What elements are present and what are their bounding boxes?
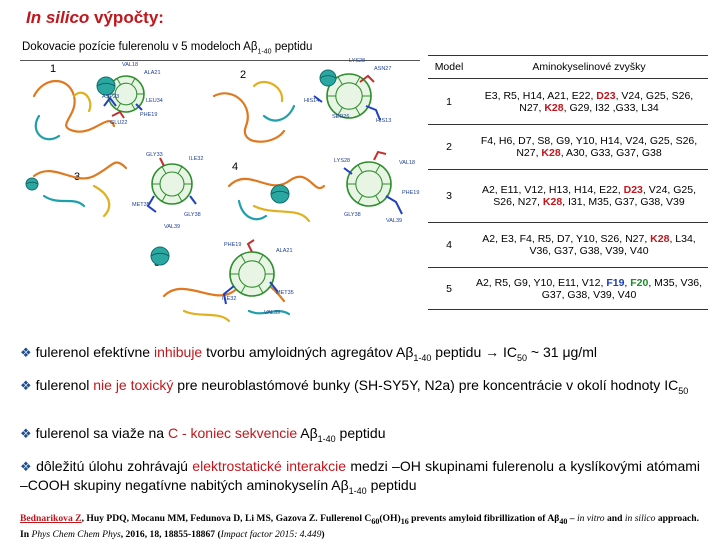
residue-text: , I31, M35, G37, G38, V39 [562, 196, 685, 208]
ref-sub40: 40 [559, 516, 568, 526]
header-residues: Aminokyselinové zvyšky [470, 56, 708, 79]
key-residue: D23 [596, 89, 616, 102]
ref-sub60: 60 [371, 516, 380, 526]
b1-text-d: ~ 31 μg/ml [527, 344, 597, 360]
ref-sub16: 16 [400, 516, 409, 526]
residue-label: GLY38 [344, 212, 361, 218]
header-model: Model [428, 56, 470, 79]
residue-label: VAL18 [122, 62, 139, 68]
residue-label: VAL18 [399, 160, 416, 166]
key-residue: K28 [544, 101, 564, 114]
bullet-diamond-icon: ❖ [20, 378, 32, 393]
table-row [428, 125, 708, 170]
peptide-chain [264, 106, 294, 121]
bullet-diamond-icon: ❖ [20, 426, 32, 441]
key-residue: K28 [650, 233, 670, 245]
residue-label: PHE19 [140, 112, 158, 118]
b3-sub: 1-40 [317, 433, 336, 444]
residue-label: GLY38 [184, 212, 201, 218]
table-row [428, 170, 708, 223]
key-residue: F20 [630, 276, 649, 289]
residue-text: E3, R5, H14, A21, E22, [484, 89, 597, 102]
model-number: 2 [428, 125, 470, 170]
residue-label: VAL39 [264, 310, 281, 316]
residue-list [470, 125, 708, 170]
residue-label: VAL39 [386, 218, 403, 224]
b3-text-b: Aβ [297, 425, 318, 441]
panel-number: 3 [74, 171, 81, 183]
fullerenol-ball [26, 178, 38, 190]
residue-text: , V24, G25, S26, N27, [519, 89, 694, 114]
residue-label: HIS14 [304, 98, 320, 104]
peptide-chain [214, 93, 284, 141]
residue-text: , M35, V36, G37, G38, V39, V40 [541, 276, 703, 301]
peptide-chain [254, 82, 282, 101]
b1-sub2: 50 [517, 352, 528, 363]
residue-label: LYS28 [334, 158, 351, 164]
ref-journal: Phys Chem Chem Phys [31, 528, 121, 540]
caption-sub: 1-40 [257, 48, 272, 56]
residue-label: PHE19 [224, 242, 242, 248]
residue-text: , A30, G33, G37, G38 [560, 147, 662, 159]
residue-label: ASN27 [374, 66, 392, 72]
b1-sub: 1-40 [413, 352, 432, 363]
docking-figure [14, 56, 424, 324]
ref-invitro: in vitro [576, 513, 605, 524]
b2-sub: 50 [678, 385, 689, 396]
b1-text-c: peptidu → IC [431, 344, 518, 360]
fullerenol-ball [320, 70, 336, 86]
ref-insilico: in silico [624, 513, 656, 524]
peptide-chain [184, 311, 229, 321]
residue-list [470, 79, 708, 125]
ref-part8: ) [321, 528, 325, 540]
residue-label: GLY33 [146, 152, 163, 158]
residue-label: MET35 [276, 290, 294, 296]
bullet-inhibition [20, 343, 710, 368]
fullerenol-ball [271, 185, 289, 203]
residue-label: ALA21 [276, 248, 293, 254]
residue-label: LYS28 [349, 58, 366, 64]
residue-table [428, 55, 708, 310]
key-residue: F19 [606, 276, 625, 289]
b4-text-c: peptidu [366, 477, 417, 493]
side-chain [374, 152, 386, 160]
b3-text-a: fulerenol sa viaže na [35, 425, 168, 441]
bullet-interactions [20, 457, 700, 501]
bullet-toxicity [20, 376, 710, 401]
residue-text: , [624, 276, 631, 289]
residue-label: ILE32 [222, 296, 237, 302]
peptide-chain [74, 93, 90, 111]
ref-part2: (OH) [379, 513, 401, 524]
residue-list [470, 223, 708, 268]
key-residue: K28 [542, 196, 563, 208]
b4-text-a: dôležitú úlohu zohrávajú [36, 458, 193, 474]
peptide-chain [44, 196, 84, 206]
table-row [428, 268, 708, 310]
slide-title [26, 8, 164, 28]
ref-part7: , 2016, 18, 18855-18867 ( [120, 528, 221, 540]
residue-text: A2, E11, V12, H13, H14, E22, [481, 184, 624, 196]
reference-citation [20, 512, 710, 541]
b2-text-b: pre neuroblastómové bunky (SH-SY5Y, N2a) pre koncentrácie v okolí hodnoty IC [173, 377, 679, 393]
residue-label: VAL39 [164, 224, 181, 230]
side-chain [248, 240, 254, 252]
model-number: 4 [428, 223, 470, 268]
residue-text: A2, E3, F4, R5, D7, Y10, S26, N27, [482, 233, 651, 245]
ref-part4: – [567, 513, 577, 524]
key-residue: D23 [623, 184, 643, 196]
residue-label: ALA21 [144, 70, 161, 76]
table-row [428, 223, 708, 268]
residue-label: GLU22 [110, 120, 128, 126]
key-residue: K28 [541, 147, 561, 159]
residue-list [470, 170, 708, 223]
ref-part3: prevents amyloid fibrillization of Aβ [408, 513, 560, 524]
ref-part1: , Huy PDQ, Mocanu MM, Fedunova D, Li MS, Gazova Z. Fullerenol C [81, 513, 372, 524]
residue-label: PHE19 [402, 190, 420, 196]
b3-text-c: peptidu [335, 425, 386, 441]
residue-text: , G29, I32 ,G33, L34 [563, 101, 659, 114]
model-number: 1 [428, 79, 470, 125]
b3-highlight: C - koniec sekvencie [167, 425, 298, 441]
residue-label: ILE32 [189, 156, 204, 162]
ref-part6: approach. In [20, 513, 700, 540]
peptide-chain [239, 201, 266, 219]
residue-text: A2, R5, G9, Y10, E11, V12, [475, 276, 607, 289]
residue-label: LEU34 [146, 98, 163, 104]
table-header-row [428, 56, 708, 79]
side-chain [112, 112, 124, 118]
b1-text-b: tvorbu amyloidných agregátov Aβ [202, 344, 414, 360]
panel-number: 1 [50, 63, 57, 75]
model-number: 3 [428, 170, 470, 223]
b4-sub: 1-40 [348, 485, 367, 496]
bullet-binding [20, 424, 710, 449]
residue-text: , V24, G25, S26, N27, [493, 184, 697, 208]
residue-label: ASP23 [102, 94, 120, 100]
residue-label: SER26 [332, 114, 350, 120]
bullet-diamond-icon: ❖ [20, 345, 32, 360]
title-rest: výpočty: [89, 8, 164, 27]
bullet-diamond-icon: ❖ [20, 459, 33, 474]
table-row [428, 79, 708, 125]
b4-highlight: elektrostatické interakcie [192, 458, 347, 474]
peptide-chain [36, 116, 59, 139]
side-chain [160, 158, 164, 166]
title-italic: In silico [26, 8, 90, 27]
b1-highlight: inhibuje [153, 344, 203, 360]
fullerenol-ball [151, 247, 169, 265]
b4-text-b: medzi –OH skupinami fulerenolu a kyslíkovými atómami –COOH skupiny negatívne nabitých aminokyselín Aβ [20, 458, 700, 493]
model-number: 5 [428, 268, 470, 310]
residue-label: HIS13 [376, 118, 392, 124]
fullerenol-ball [97, 77, 115, 95]
panel-number: 4 [232, 161, 239, 173]
figure-caption [22, 41, 312, 55]
residue-text: F4, H6, D7, S8, G9, Y10, H14, V24, G25, S26, N27, [480, 135, 698, 159]
panel-number: 2 [240, 69, 247, 81]
ref-part5: and [604, 513, 625, 524]
b1-text-a: fulerenol efektívne [35, 344, 154, 360]
ref-impact-factor: Impact factor 2015: 4.449 [220, 528, 322, 540]
caption-suffix: peptidu [274, 41, 313, 53]
peptide-chain [94, 186, 109, 216]
residue-text: , L34, V36, G37, G38, V39, V40 [529, 233, 696, 257]
residue-list [470, 268, 708, 310]
residue-label: MET35 [132, 202, 150, 208]
reference-author-link[interactable]: Bednarikova Z [20, 513, 82, 524]
caption-text: Dokovacie pozície fulerenolu v 5 modeloch Aβ [22, 41, 258, 53]
b2-highlight: nie je toxický [93, 377, 174, 393]
b2-text-a: fulerenol [35, 377, 94, 393]
